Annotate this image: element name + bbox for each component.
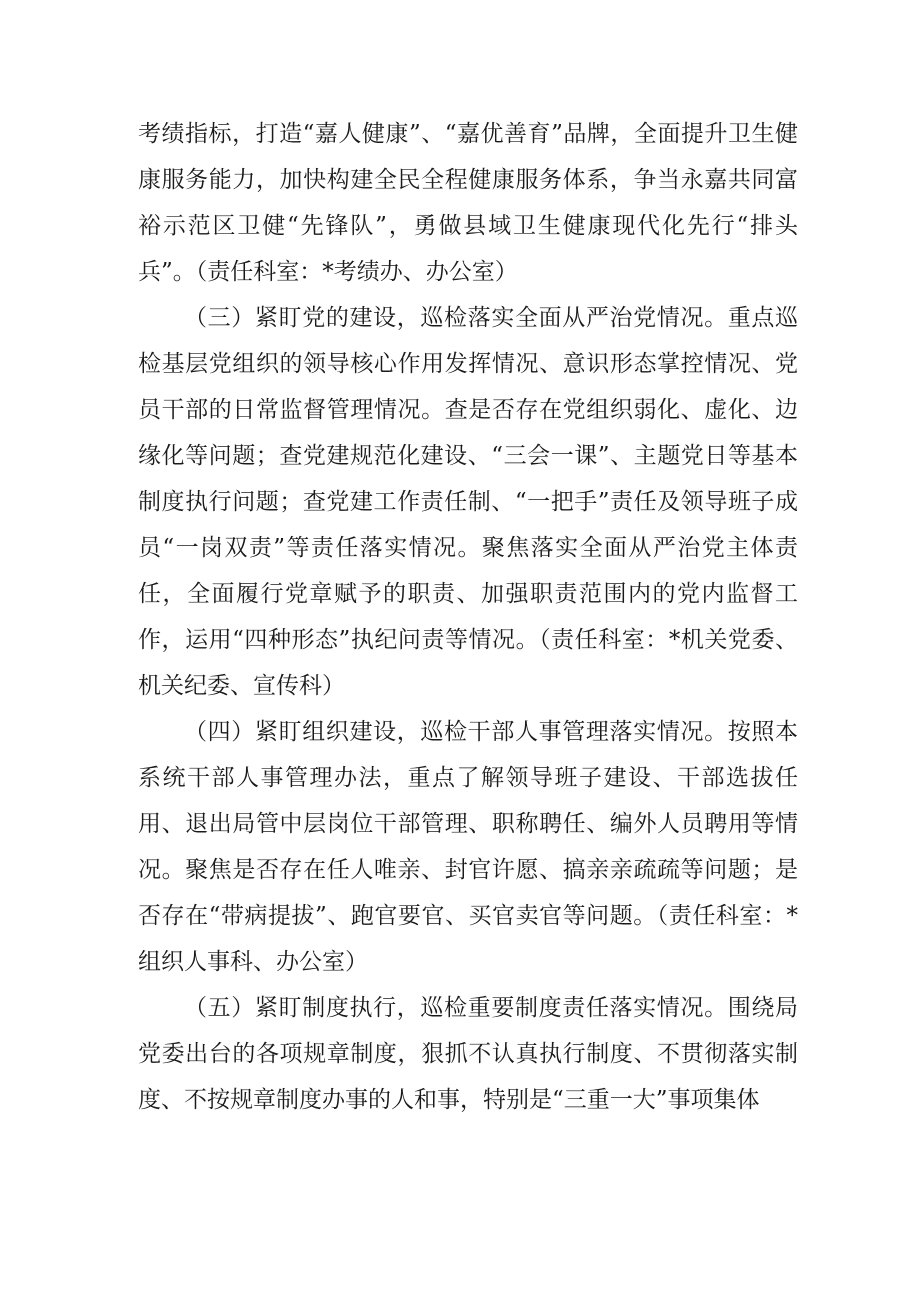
section-three-heading: （三）紧盯党的建设，巡检落实全面从严治党情况。 <box>184 305 728 331</box>
section-three-paragraph <box>138 295 798 709</box>
section-four-heading: （四）紧盯组织建设，巡检干部人事管理落实情况。 <box>184 719 728 745</box>
paragraph-continuation <box>138 111 798 295</box>
paragraph-text: 围绕局党委出台的各项规章制度，狠抓不认真执行制度、不贯彻落实制度、不按规章制度办事的人和事，特别是“三重一大”事项集体 <box>138 995 799 1113</box>
section-five-heading: （五）紧盯制度执行，巡检重要制度责任落实情况。 <box>184 995 728 1021</box>
paragraph-text: 考绩指标，打造“嘉人健康”、“嘉优善育”品牌，全面提升卫生健康服务能力，加快构建全民全程健康服务体系，争当永嘉共同富裕示范区卫健“先锋队”，勇做县域卫生健康现代化先行“排头兵”。（责任科室：*考绩办、办公室） <box>138 121 798 285</box>
paragraph-text: 重点巡检基层党组织的领导核心作用发挥情况、意识形态掌控情况、党员干部的日常监督管理情况。查是否存在党组织弱化、虚化、边缘化等问题；查党建规范化建设、“三会一课”、主题党日等基本制度执行问题；查党建工作责任制、“一把手”责任及领导班子成员“一岗双责”等责任落实情况。聚焦落实全面从严治党主体责任，全面履行党章赋予的职责、加强职责范围内的党内监督工作，运用“四种形态”执纪问责等情况。（责任科室：*机关党委、机关纪委、宣传科） <box>138 305 799 699</box>
document-body <box>138 111 798 1123</box>
section-four-paragraph <box>138 709 798 985</box>
section-five-paragraph <box>138 985 798 1123</box>
paragraph-text: 按照本系统干部人事管理办法，重点了解领导班子建设、干部选拔任用、退出局管中层岗位干部管理、职称聘任、编外人员聘用等情况。聚焦是否存在任人唯亲、封官许愿、搞亲亲疏疏等问题；是否存在“带病提拔”、跑官要官、买官卖官等问题。（责任科室：*组织人事科、办公室） <box>138 719 799 975</box>
